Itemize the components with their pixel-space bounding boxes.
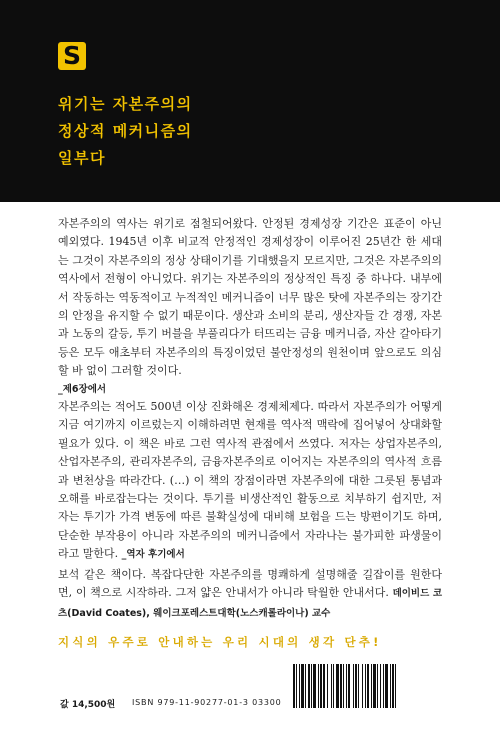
headline — [58, 91, 193, 172]
review-quote-text — [58, 566, 442, 623]
price-label: 값 14,500원 — [60, 700, 116, 710]
excerpt-1-text: 자본주의의 역사는 위기로 점철되어왔다. 안정된 경제성장 기간은 표준이 아닌 예외였다. 1945년 이후 비교적 안정적인 경제성장이 이루어진 25년간 한 세대는 그것이 자본주의의 정상 상태이기를 기대했을지 모르지만, 그것은 자본주의의 역사에서 전형이 아니었다. 위기는 자본주의의 정상적인 특징 중 하나다. 내부에서 작동하는 역동적이고 누적적인 메커니즘이 너무 많은 탓에 자본주의는 장기간의 안정을 유지할 수 없기 때문이다. 생산과 소비의 분리, 생산자들 간 경쟁, 자본과 노동의 갈등, 투기 버블을 부풀리다가 터뜨리는 금융 메커니즘, 자산 갈아타기 등은 모두 애초부터 자본주의의 특징이었던 불안정성의 원천이며 앞으로도 의심할 바 없이 그러할 것이다. — [58, 217, 442, 378]
review-attribution: 데이비드 코츠(David Coates), 웨이크포레스트대학(노스캐롤라이나) 교수 — [58, 588, 442, 619]
excerpt-2-source: _역자 후기에서 — [121, 549, 185, 561]
publisher-logo-icon — [58, 42, 86, 70]
isbn-text: ISBN 979-11-90277-01-3 03300 — [132, 698, 282, 707]
excerpt-2-body: 자본주의는 적어도 500년 이상 진화해온 경제체제다. 따라서 자본주의가 어떻게 지금 여기까지 이르렀는지 이해하려면 현재를 역사적 맥락에 집어넣어 상대화할 필요가 있다. 이 책은 바로 그런 역사적 관점에서 쓰였다. 저자는 상업자본주의, 산업자본주의, 관리자본주의, 금융자본주의로 이어지는 자본주의의 역사적 흐름과 변천상을 따라간다. (…) 이 책의 장점이라면 자본주의에 대한 그릇된 통념과 오해를 바로잡는다는 것이다. 투기를 비생산적인 활동으로 치부하기 쉽지만, 저자는 투기가 가격 변동에 따른 불확실성에 대비해 보험을 드는 방편이기도 하며, 단순한 부작용이 아니라 자본주의의 메커니즘에서 자라나는 불가피한 파생물이라고 말한다. — [58, 400, 442, 561]
review-quote — [58, 566, 442, 623]
review-quote-body: 보석 같은 책이다. 복잡다단한 자본주의를 명쾌하게 설명해줄 길잡이를 원한다면, 이 책으로 시작하라. 그저 얇은 안내서가 아니라 탁월한 안내서다. — [58, 568, 442, 600]
excerpt-paragraph-2 — [58, 398, 442, 565]
headline-line-2: 정상적 메커니즘의 — [58, 122, 193, 140]
barcode-icon — [292, 664, 442, 708]
series-tagline: 지식의 우주로 안내하는 우리 시대의 생각 단추! — [58, 635, 382, 649]
excerpt-2-text — [58, 398, 442, 565]
headline-line-3: 일부다 — [58, 149, 106, 167]
logo-letter: S — [62, 41, 81, 70]
headline-line-1: 위기는 자본주의의 — [58, 95, 193, 113]
excerpt-1-source: _제6장에서 — [58, 383, 107, 395]
excerpt-paragraph-1 — [58, 215, 442, 399]
